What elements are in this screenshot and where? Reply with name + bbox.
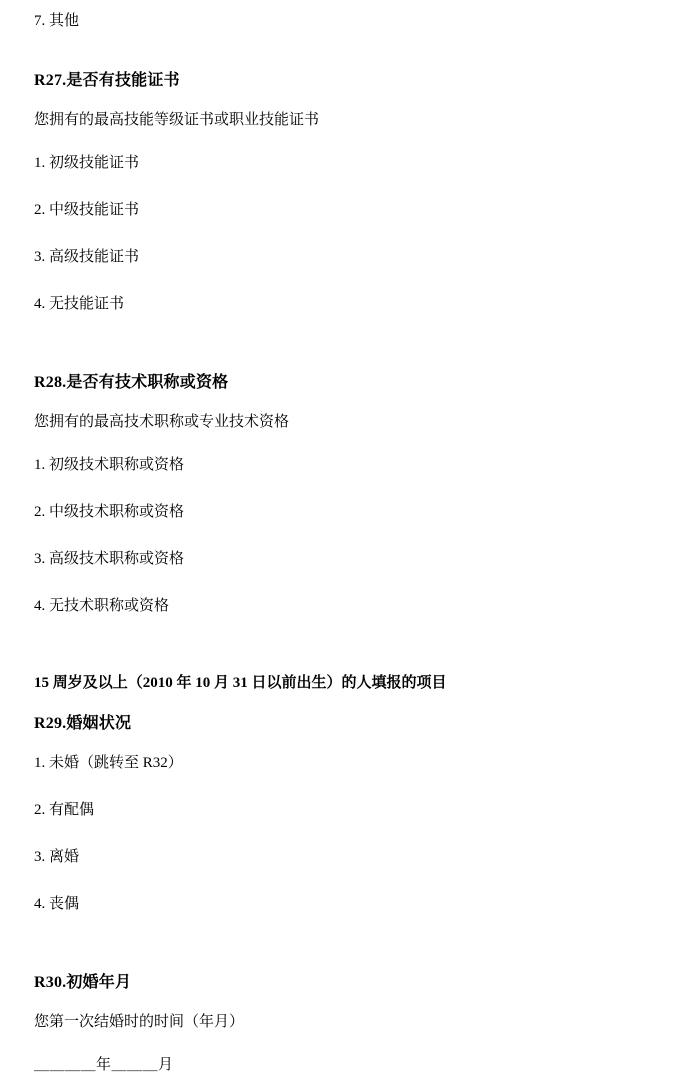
option-r29-1[interactable]: 1. 未婚（跳转至 R32） — [34, 755, 183, 771]
spacer — [34, 172, 664, 198]
option-r28-4[interactable]: 4. 无技术职称或资格 — [34, 598, 170, 614]
option-r28-2[interactable]: 2. 中级技术职称或资格 — [34, 504, 185, 520]
spacer — [34, 313, 664, 351]
spacer — [34, 866, 664, 892]
question-title-r30: R30.初婚年月 — [34, 974, 132, 991]
spacer — [34, 431, 664, 453]
spacer — [34, 266, 664, 292]
spacer — [34, 219, 664, 245]
option-r29-3[interactable]: 3. 离婚 — [34, 849, 80, 865]
option-r29-4[interactable]: 4. 丧偶 — [34, 896, 80, 912]
option-r28-1[interactable]: 1. 初级技术职称或资格 — [34, 457, 185, 473]
answer-blank-r30[interactable]: ＿＿＿＿年＿＿＿月 — [34, 1057, 174, 1073]
question-title-r28: R28.是否有技术职称或资格 — [34, 374, 229, 391]
spacer — [34, 29, 664, 67]
option-r29-2[interactable]: 2. 有配偶 — [34, 802, 95, 818]
spacer — [34, 733, 664, 751]
option-r28-3[interactable]: 3. 高级技术职称或资格 — [34, 551, 185, 567]
question-subtitle-r27: 您拥有的最高技能等级证书或职业技能证书 — [34, 112, 320, 128]
question-subtitle-r30: 您第一次结婚时的时间（年月） — [34, 1014, 245, 1030]
option-r27-3[interactable]: 3. 高级技能证书 — [34, 249, 140, 265]
question-subtitle-r28: 您拥有的最高技术职称或专业技术资格 — [34, 414, 290, 430]
question-title-r29: R29.婚姻状况 — [34, 715, 132, 732]
spacer — [34, 351, 664, 369]
section-header: 15 周岁及以上（2010 年 10 月 31 日以前出生）的人填报的项目 — [34, 675, 447, 691]
spacer — [34, 992, 664, 1010]
spacer — [34, 819, 664, 845]
spacer — [34, 90, 664, 108]
spacer — [34, 392, 664, 410]
spacer — [34, 1031, 664, 1053]
spacer — [34, 653, 664, 671]
question-title-r27: R27.是否有技能证书 — [34, 72, 180, 89]
option-r27-1[interactable]: 1. 初级技能证书 — [34, 155, 140, 171]
option-r27-2[interactable]: 2. 中级技能证书 — [34, 202, 140, 218]
spacer — [34, 951, 664, 969]
spacer — [34, 772, 664, 798]
spacer — [34, 474, 664, 500]
spacer — [34, 615, 664, 653]
leading-option-item: 7. 其他 — [34, 13, 80, 29]
option-r27-4[interactable]: 4. 无技能证书 — [34, 296, 125, 312]
spacer — [34, 521, 664, 547]
spacer — [34, 913, 664, 951]
spacer — [34, 568, 664, 594]
spacer — [34, 129, 664, 151]
spacer — [34, 692, 664, 710]
